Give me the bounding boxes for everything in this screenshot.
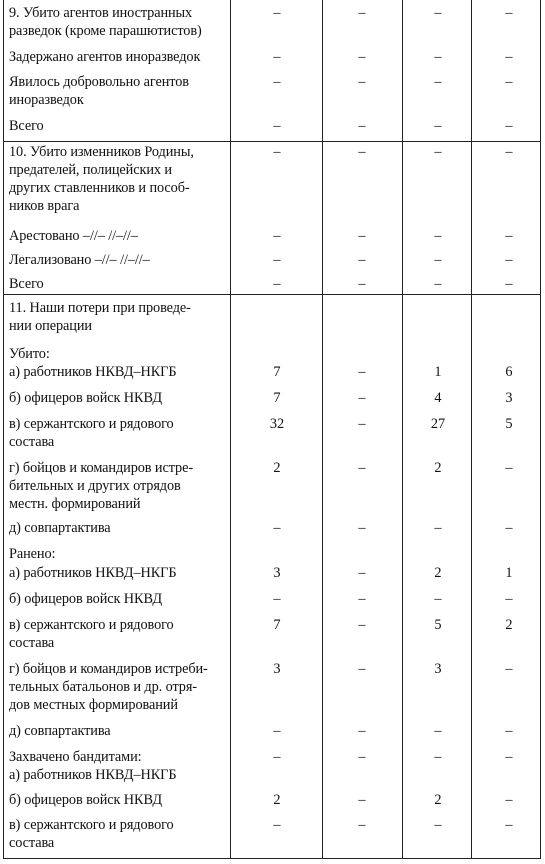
cell-value: – xyxy=(358,5,366,21)
cell-value: 2 xyxy=(434,792,442,808)
cell-value: – xyxy=(273,228,281,244)
section-rule xyxy=(3,294,541,295)
cell-value: – xyxy=(505,723,513,739)
cell-value: – xyxy=(273,74,281,90)
cell-value: – xyxy=(358,792,366,808)
cell-value: – xyxy=(358,723,366,739)
cell-value: – xyxy=(273,118,281,134)
cell-value: – xyxy=(358,390,366,406)
cell-value: – xyxy=(273,144,281,160)
row-label-line: б) офицеров войск НКВД xyxy=(9,390,163,406)
cell-value: – xyxy=(434,118,442,134)
cell-value: 2 xyxy=(273,460,281,476)
section-rule xyxy=(3,858,541,859)
cell-value: – xyxy=(358,749,366,765)
row-label-line: Легализовано –//– //–//– xyxy=(9,252,150,268)
cell-value: 5 xyxy=(434,617,442,633)
cell-value: – xyxy=(505,661,513,677)
row-label-line: б) офицеров войск НКВД xyxy=(9,591,163,607)
cell-value: 3 xyxy=(505,390,513,406)
column-rule xyxy=(402,0,403,858)
row-label-line: тельных батальонов и др. отря- xyxy=(9,679,197,695)
cell-value: – xyxy=(273,749,281,765)
cell-value: 32 xyxy=(269,416,285,432)
cell-value: – xyxy=(358,565,366,581)
column-rule xyxy=(322,0,323,858)
cell-value: – xyxy=(358,460,366,476)
cell-value: 3 xyxy=(434,661,442,677)
cell-value: 7 xyxy=(273,617,281,633)
row-label-line: Явилось добровольно агентов xyxy=(9,74,189,90)
cell-value: – xyxy=(358,228,366,244)
row-label-line: д) совпартактива xyxy=(9,520,111,536)
cell-value: – xyxy=(358,591,366,607)
cell-value: – xyxy=(505,591,513,607)
cell-value: – xyxy=(505,792,513,808)
cell-value: – xyxy=(505,228,513,244)
row-label-line: Ранено: xyxy=(9,546,56,562)
cell-value: 3 xyxy=(273,565,281,581)
row-label-line: в) сержантского и рядового xyxy=(9,817,174,833)
row-label-line: а) работников НКВД–НКГБ xyxy=(9,565,177,581)
cell-value: – xyxy=(358,252,366,268)
column-rule xyxy=(540,0,541,858)
row-label-line: Задержано агентов иноразведок xyxy=(9,49,201,65)
row-label-line: иноразведок xyxy=(9,92,84,108)
cell-value: 7 xyxy=(273,364,281,380)
cell-value: – xyxy=(434,723,442,739)
row-label-line: Захвачено бандитами: xyxy=(9,749,142,765)
cell-value: – xyxy=(434,228,442,244)
section-rule xyxy=(3,141,541,142)
cell-value: – xyxy=(358,661,366,677)
row-label-line: состава xyxy=(9,635,55,651)
row-label-line: Всего xyxy=(9,276,44,292)
cell-value: – xyxy=(505,252,513,268)
cell-value: – xyxy=(273,5,281,21)
cell-value: – xyxy=(358,118,366,134)
cell-value: – xyxy=(505,749,513,765)
cell-value: – xyxy=(505,118,513,134)
cell-value: – xyxy=(505,5,513,21)
row-label-line: Арестовано –//– //–//– xyxy=(9,228,138,244)
cell-value: – xyxy=(434,74,442,90)
cell-value: – xyxy=(273,252,281,268)
cell-value: – xyxy=(358,520,366,536)
column-rule xyxy=(230,0,231,858)
cell-value: 7 xyxy=(273,390,281,406)
cell-value: – xyxy=(358,144,366,160)
cell-value: – xyxy=(358,817,366,833)
row-label-line: б) офицеров войск НКВД xyxy=(9,792,163,808)
column-rule xyxy=(471,0,472,858)
cell-value: 5 xyxy=(505,416,513,432)
row-label-line: предателей, полицейских и xyxy=(9,162,172,178)
row-label-line: бительных и других отрядов xyxy=(9,478,181,494)
cell-value: 6 xyxy=(505,364,513,380)
cell-value: – xyxy=(273,723,281,739)
cell-value: – xyxy=(358,416,366,432)
cell-value: – xyxy=(273,49,281,65)
cell-value: – xyxy=(273,591,281,607)
row-label-line: дов местных формирований xyxy=(9,697,178,713)
row-label-line: г) бойцов и командиров истреби- xyxy=(9,661,208,677)
cell-value: 2 xyxy=(434,565,442,581)
row-label-line: а) работников НКВД–НКГБ xyxy=(9,364,177,380)
cell-value: – xyxy=(434,5,442,21)
cell-value: – xyxy=(505,520,513,536)
cell-value: 1 xyxy=(505,565,513,581)
row-label-line: а) работников НКВД–НКГБ xyxy=(9,767,177,783)
cell-value: – xyxy=(505,460,513,476)
row-label-line: д) совпартактива xyxy=(9,723,111,739)
cell-value: – xyxy=(273,520,281,536)
cell-value: – xyxy=(434,276,442,292)
row-label-line: Всего xyxy=(9,118,44,134)
cell-value: – xyxy=(434,591,442,607)
cell-value: – xyxy=(434,144,442,160)
cell-value: 2 xyxy=(505,617,513,633)
cell-value: – xyxy=(358,49,366,65)
cell-value: – xyxy=(505,74,513,90)
row-label-line: местн. формирований xyxy=(9,496,141,512)
cell-value: – xyxy=(505,49,513,65)
cell-value: 4 xyxy=(434,390,442,406)
cell-value: – xyxy=(505,144,513,160)
cell-value: – xyxy=(358,617,366,633)
row-label-line: состава xyxy=(9,835,55,851)
cell-value: – xyxy=(273,817,281,833)
cell-value: – xyxy=(434,252,442,268)
row-label-line: г) бойцов и командиров истре- xyxy=(9,460,193,476)
cell-value: – xyxy=(358,364,366,380)
cell-value: 2 xyxy=(434,460,442,476)
column-rule xyxy=(3,0,4,858)
cell-value: – xyxy=(358,276,366,292)
cell-value: – xyxy=(434,749,442,765)
cell-value: 27 xyxy=(430,416,446,432)
row-label-line: других ставленников и пособ- xyxy=(9,180,190,196)
cell-value: – xyxy=(505,276,513,292)
cell-value: – xyxy=(434,520,442,536)
cell-value: – xyxy=(358,74,366,90)
cell-value: – xyxy=(273,276,281,292)
cell-value: – xyxy=(434,49,442,65)
cell-value: – xyxy=(434,817,442,833)
cell-value: 2 xyxy=(273,792,281,808)
row-label-line: 10. Убито изменников Родины, xyxy=(9,144,194,160)
row-label-line: нии операции xyxy=(9,318,92,334)
row-label-line: в) сержантского и рядового xyxy=(9,617,174,633)
row-label-line: разведок (кроме парашютистов) xyxy=(9,23,202,39)
row-label-line: 11. Наши потери при проведе- xyxy=(9,300,191,316)
row-label-line: в) сержантского и рядового xyxy=(9,416,174,432)
row-label-line: Убито: xyxy=(9,346,50,362)
cell-value: 1 xyxy=(434,364,442,380)
cell-value: 3 xyxy=(273,661,281,677)
cell-value: – xyxy=(505,817,513,833)
row-label-line: 9. Убито агентов иностранных xyxy=(9,5,193,21)
row-label-line: ников врага xyxy=(9,198,80,214)
row-label-line: состава xyxy=(9,434,55,450)
